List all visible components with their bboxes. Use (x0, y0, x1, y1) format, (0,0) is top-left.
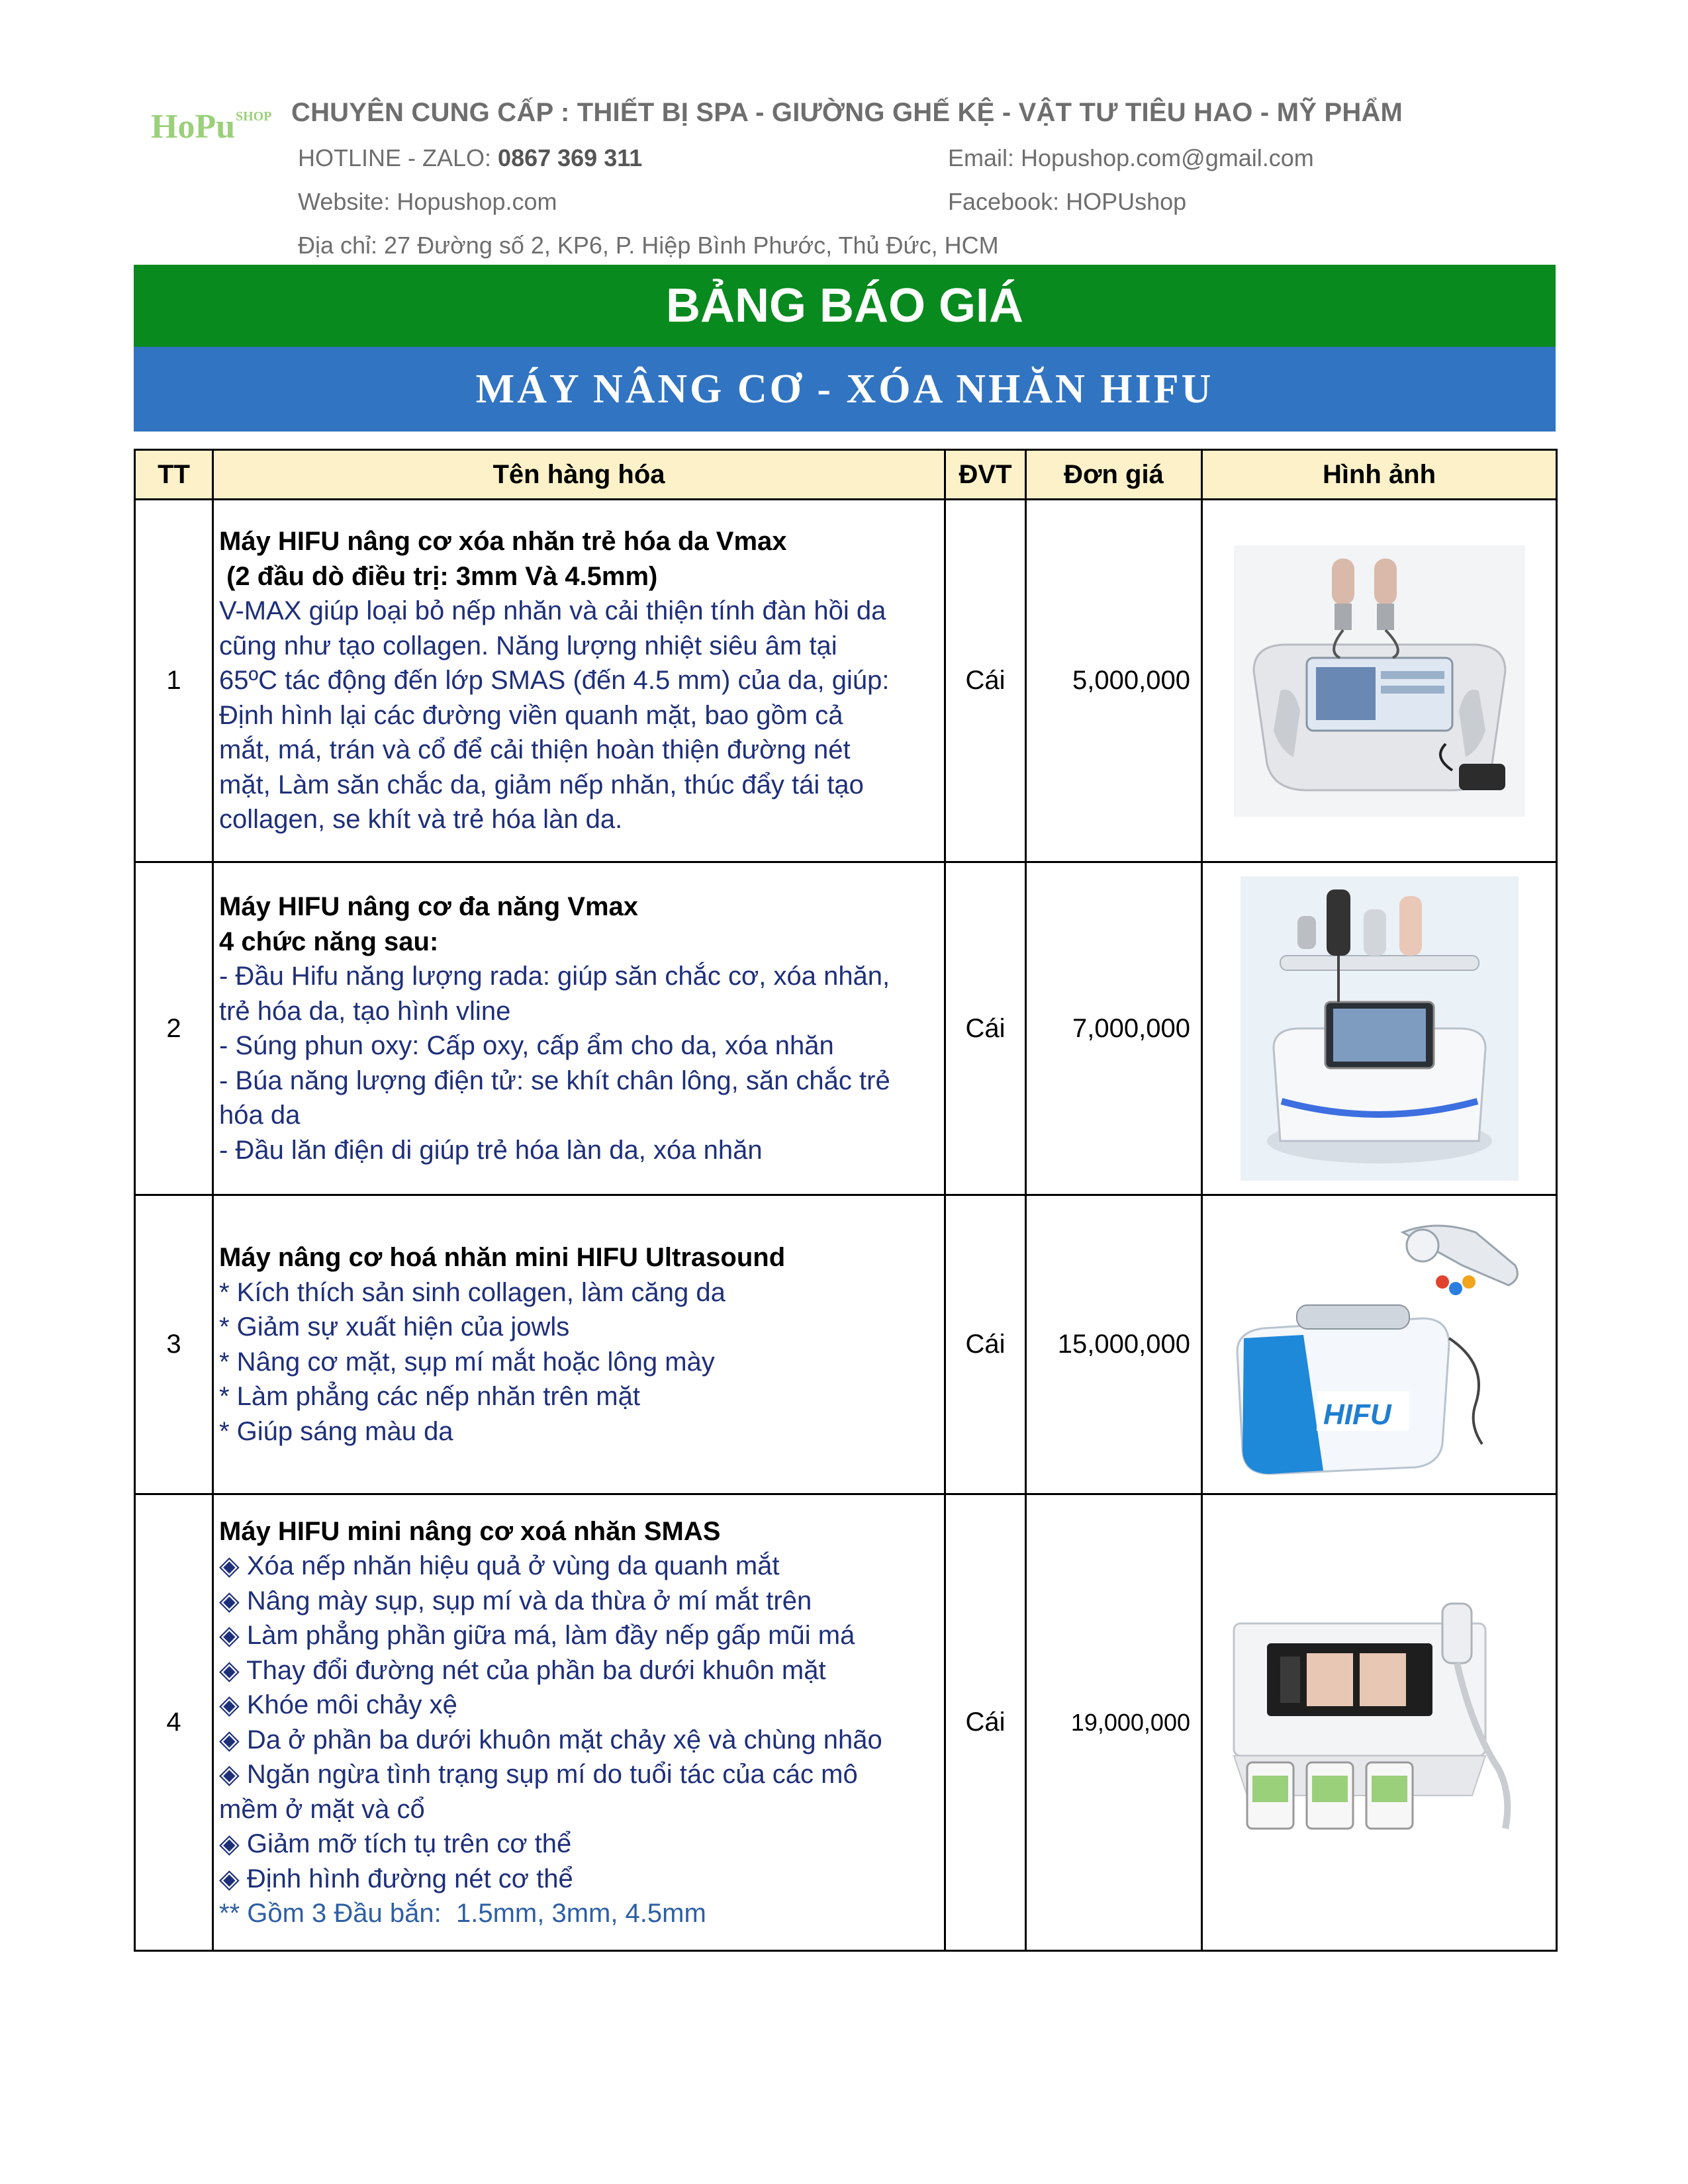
product-desc-line: mềm ở mặt và cổ (219, 1794, 425, 1824)
product-cell (213, 1494, 945, 1951)
price-cell: 5,000,000 (1026, 500, 1202, 862)
product-image-cell (1202, 1494, 1557, 1951)
header-facebook: Facebook: HOPUshop (948, 188, 1187, 215)
unit-cell: Cái (945, 500, 1026, 862)
hotline-label: HOTLINE - ZALO: (298, 144, 498, 171)
product-desc-line: ◈ Giảm mỡ tích tụ trên cơ thể (219, 1829, 572, 1858)
product-image-cell (1202, 500, 1557, 862)
unit-cell: Cái (945, 1494, 1026, 1951)
product-desc-line: collagen, se khít và trẻ hóa làn da. (219, 805, 623, 835)
category-banner (134, 347, 1556, 432)
price-table (134, 449, 1558, 1952)
product-desc-line: Định hình lại các đường viền quanh mặt, bao gồm cả (219, 700, 843, 730)
table-header-row (135, 450, 1557, 500)
header-address: Địa chỉ: 27 Đường số 2, KP6, P. Hiệp Bình Phước, Thủ Đức, HCM (298, 232, 999, 259)
unit-cell: Cái (945, 1195, 1026, 1494)
product-desc-line: * Kích thích sản sinh collagen, làm căng da (219, 1277, 726, 1307)
product-image-cell (1202, 1195, 1557, 1494)
product-desc-line: 65ºC tác động đến lớp SMAS (đến 4.5 mm) của da, giúp: (219, 666, 890, 696)
product-desc-line: V-MAX giúp loại bỏ nếp nhăn và cải thiện tính đàn hồi da (219, 596, 886, 626)
row-number: 3 (135, 1195, 213, 1494)
product-title: Máy HIFU nâng cơ đa năng Vmax (219, 892, 639, 921)
table-row (135, 1494, 1557, 1951)
product-desc-line: * Giảm sự xuất hiện của jowls (219, 1312, 570, 1342)
product-photo-vmax (1234, 545, 1525, 817)
col-header-image: Hình ảnh (1202, 450, 1557, 500)
product-desc-line: ◈ Da ở phần ba dưới khuôn mặt chảy xệ và chùng nhão (219, 1725, 882, 1754)
header-website: Website: Hopushop.com (298, 188, 557, 215)
product-desc-line: ◈ Định hình đường nét cơ thể (219, 1864, 573, 1893)
svg-text:HoPu: HoPu (151, 108, 236, 146)
col-header-price: Đơn giá (1026, 450, 1202, 500)
product-photo-hifu-mini (1224, 1206, 1535, 1484)
product-photo-hifu-smas (1221, 1597, 1538, 1848)
category-title: MÁY NÂNG CƠ - XÓA NHĂN HIFU (475, 366, 1214, 412)
col-header-name: Tên hàng hóa (213, 450, 945, 500)
product-desc-line: * Nâng cơ mặt, sụp mí mắt hoặc lông mày (219, 1347, 715, 1377)
product-image-cell (1202, 862, 1557, 1195)
product-desc-line: cũng như tạo collagen. Năng lượng nhiệt siêu âm tại (219, 631, 837, 660)
product-cell (213, 862, 945, 1195)
product-title: Máy HIFU mini nâng cơ xoá nhăn SMAS (219, 1516, 721, 1546)
product-subtitle: 4 chức năng sau: (219, 927, 439, 956)
unit-cell: Cái (945, 862, 1026, 1195)
table-row (135, 862, 1557, 1195)
product-desc-line: ◈ Nâng mày sụp, sụp mí và da thừa ở mí mắt trên (219, 1586, 812, 1615)
product-subtitle: (2 đầu dò điều trị: 3mm Và 4.5mm) (219, 561, 658, 591)
price-cell: 15,000,000 (1026, 1195, 1202, 1494)
price-cell: 19,000,000 (1026, 1494, 1202, 1951)
hopu-shop-logo (151, 105, 283, 151)
product-desc-line: ◈ Làm phẳng phần giữa má, làm đầy nếp gấp mũi má (219, 1621, 855, 1650)
quote-title-banner (134, 265, 1556, 347)
product-desc-line: - Súng phun oxy: Cấp oxy, cấp ẩm cho da, xóa nhăn (219, 1031, 834, 1060)
price-cell: 7,000,000 (1026, 862, 1202, 1195)
col-header-unit: ĐVT (945, 450, 1026, 500)
product-cell (213, 1195, 945, 1494)
product-cell (213, 500, 945, 862)
product-desc-line: * Giúp sáng màu da (219, 1416, 453, 1446)
product-desc-line: trẻ hóa da, tạo hình vline (219, 996, 511, 1026)
row-number: 1 (135, 500, 213, 862)
quote-title: BẢNG BÁO GIÁ (666, 279, 1023, 332)
product-desc-line: hóa da (219, 1101, 301, 1130)
product-desc-line: ◈ Khóe môi chảy xệ (219, 1690, 457, 1719)
header-tagline: CHUYÊN CUNG CẤP : THIẾT BỊ SPA - GIƯỜNG GHẾ KỆ - VẬT TƯ TIÊU HAO - MỸ PHẨM (291, 98, 1403, 127)
row-number: 4 (135, 1494, 213, 1951)
header-email: Email: Hopushop.com@gmail.com (948, 144, 1314, 171)
product-photo-vmax-multifunction (1241, 876, 1519, 1181)
table-row (135, 1195, 1557, 1494)
header-hotline (298, 144, 642, 172)
svg-text:HIFU: HIFU (1323, 1398, 1391, 1431)
col-header-tt: TT (135, 450, 213, 500)
product-desc-line: mặt, Làm săn chắc da, giảm nếp nhăn, thúc đẩy tái tạo (219, 770, 864, 799)
product-desc-line: - Đầu Hifu năng lượng rada: giúp săn chắc cơ, xóa nhăn, (219, 962, 890, 991)
product-desc-line: * Làm phẳng các nếp nhăn trên mặt (219, 1382, 640, 1411)
product-desc-line: - Đầu lăn điện di giúp trẻ hóa làn da, xóa nhăn (219, 1135, 763, 1165)
product-title: Máy nâng cơ hoá nhăn mini HIFU Ultrasound (219, 1243, 786, 1272)
svg-text:SHOP: SHOP (236, 109, 272, 124)
table-row (135, 500, 1557, 862)
product-desc-line: ◈ Ngăn ngừa tình trạng sụp mí do tuổi tác của các mô (219, 1760, 858, 1789)
product-desc-line: ◈ Thay đổi đường nét của phần ba dưới khuôn mặt (219, 1655, 826, 1685)
product-desc-line: ◈ Xóa nếp nhăn hiệu quả ở vùng da quanh mắt (219, 1551, 780, 1580)
product-note: ** Gồm 3 Đầu bắn: 1.5mm, 3mm, 4.5mm (219, 1899, 706, 1928)
product-desc-line: - Búa năng lượng điện tử: se khít chân lông, săn chắc trẻ (219, 1066, 890, 1095)
product-desc-line: mắt, má, trán và cổ để cải thiện hoàn thiện đường nét (219, 735, 851, 765)
product-title: Máy HIFU nâng cơ xóa nhăn trẻ hóa da Vmax (219, 527, 787, 557)
hotline-number: 0867 369 311 (498, 144, 643, 171)
row-number: 2 (135, 862, 213, 1195)
